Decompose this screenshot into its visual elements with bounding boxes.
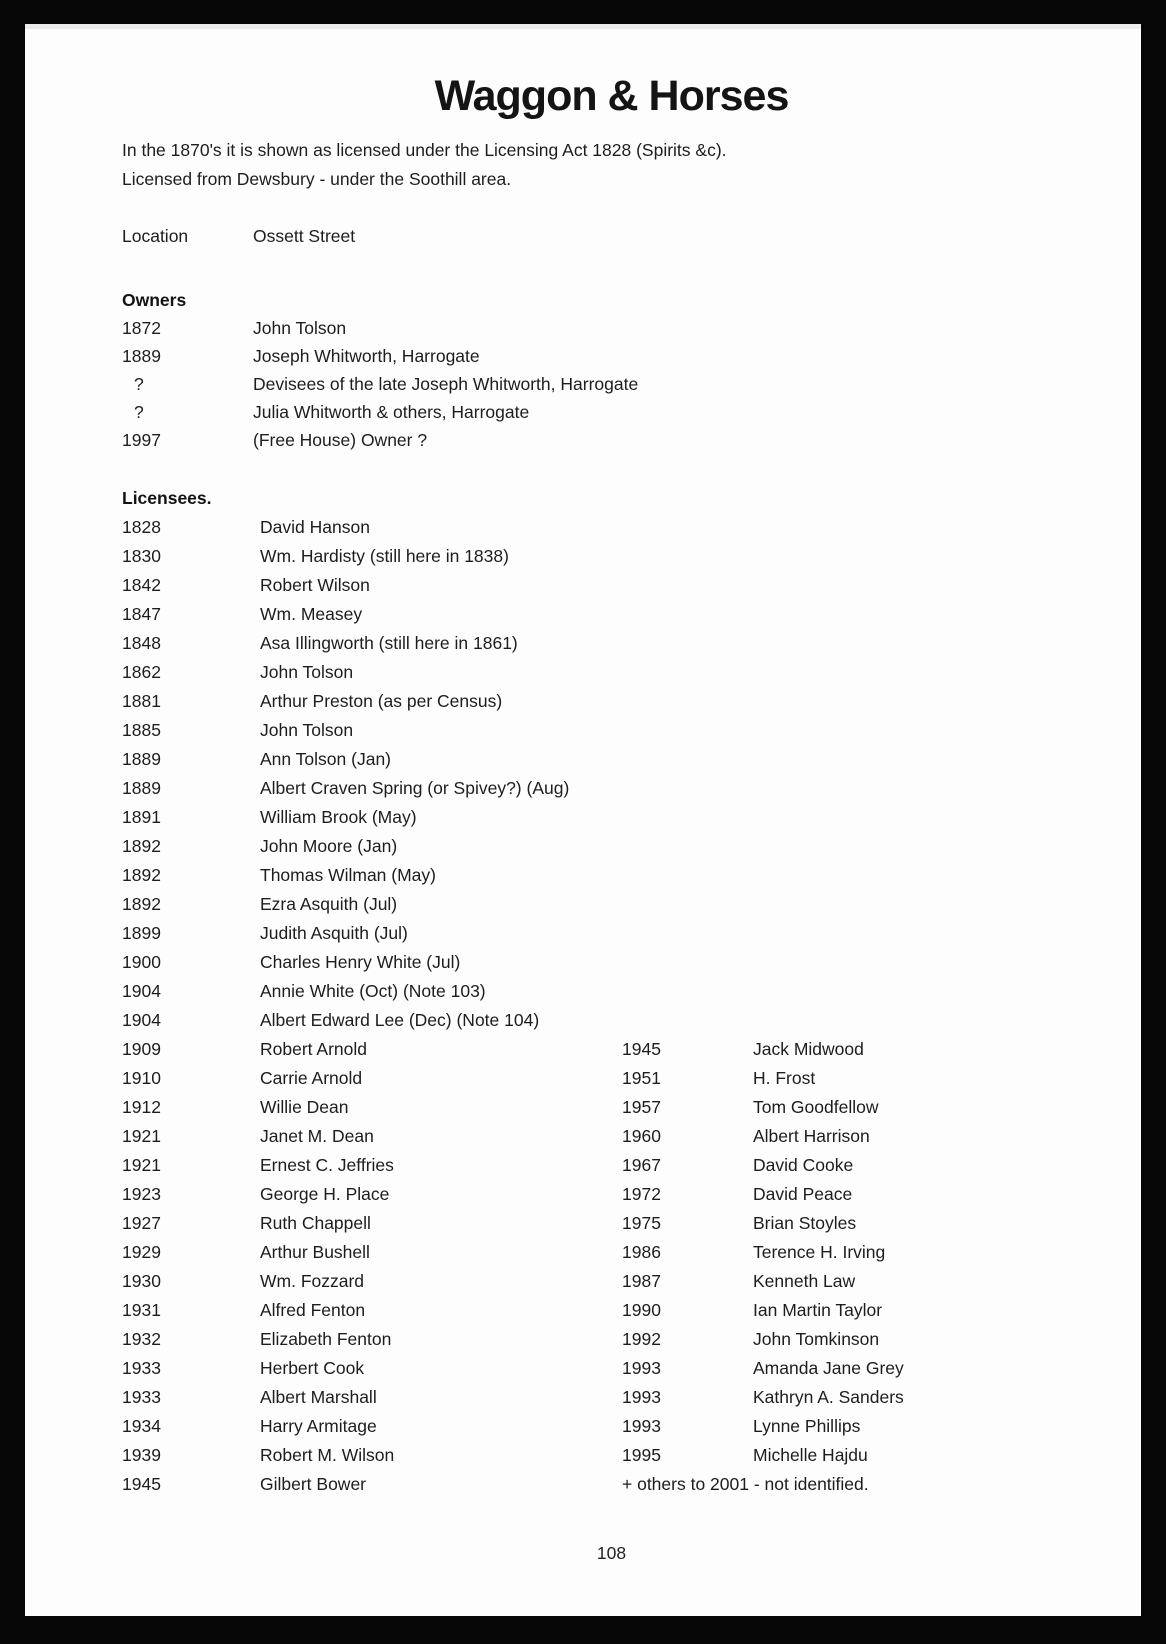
licensee-name: Arthur Preston (as per Census) [260,691,503,712]
licensee-row [122,890,1101,919]
owners-heading: Owners [122,290,187,311]
licensees-list [122,513,1101,1499]
licensee-year: 1842 [122,575,161,596]
licensee-year: 1912 [122,1097,161,1118]
licensee-year: 1828 [122,517,161,538]
licensee-name: Albert Harrison [753,1126,870,1147]
licensee-year: 1993 [622,1387,661,1408]
licensee-row [122,1383,1101,1412]
licensee-year: 1957 [622,1097,661,1118]
licensee-row [122,629,1101,658]
licensee-year: 1885 [122,720,161,741]
location-value: Ossett Street [253,226,356,247]
licensee-year: 1960 [622,1126,661,1147]
licensee-row [122,977,1101,1006]
licensee-name: Gilbert Bower [260,1474,367,1495]
location-row [122,222,1101,250]
licensee-year: 1929 [122,1242,161,1263]
licensee-year: 1889 [122,749,161,770]
licensee-name: John Tomkinson [753,1329,880,1350]
licensee-name: John Moore (Jan) [260,836,398,857]
licensee-year: 1889 [122,778,161,799]
licensee-name: Ezra Asquith (Jul) [260,894,398,915]
licensee-name: Albert Craven Spring (or Spivey?) (Aug) [260,778,570,799]
licensee-row [122,803,1101,832]
licensee-name: Robert M. Wilson [260,1445,395,1466]
licensee-year: 1972 [622,1184,661,1205]
licensee-name: Alfred Fenton [260,1300,366,1321]
licensee-name: Judith Asquith (Jul) [260,923,408,944]
licensee-name: Carrie Arnold [260,1068,363,1089]
licensee-name: David Peace [753,1184,853,1205]
licensee-name: Janet M. Dean [260,1126,374,1147]
licensee-name: Terence H. Irving [753,1242,886,1263]
licensee-name: Wm. Measey [260,604,363,625]
licensee-row [122,832,1101,861]
licensees-heading: Licensees. [122,488,212,509]
licensee-name: Harry Armitage [260,1416,377,1437]
licensee-row [122,1238,1101,1267]
licensee-row [122,542,1101,571]
licensee-year: 1934 [122,1416,161,1437]
licensee-row [122,571,1101,600]
owner-name: Devisees of the late Joseph Whitworth, Harrogate [253,374,639,395]
licensee-name: Amanda Jane Grey [753,1358,904,1379]
licensee-year: 1930 [122,1271,161,1292]
licensee-year: 1987 [622,1271,661,1292]
licensee-year: 1921 [122,1155,161,1176]
licensee-row [122,513,1101,542]
licensee-name: Tom Goodfellow [753,1097,879,1118]
licensee-row [122,1209,1101,1238]
licensee-year: 1993 [622,1416,661,1437]
licensee-year: 1921 [122,1126,161,1147]
licensee-year: 1945 [122,1474,161,1495]
licensee-year: 1862 [122,662,161,683]
licensee-name: Michelle Hajdu [753,1445,868,1466]
licensee-name: Ian Martin Taylor [753,1300,883,1321]
licensee-name: George H. Place [260,1184,390,1205]
licensee-year: 1910 [122,1068,161,1089]
licensee-row [122,1296,1101,1325]
licensee-name: David Hanson [260,517,370,538]
licensee-year: 1904 [122,1010,161,1031]
intro-line-1: In the 1870's it is shown as licensed under the Licensing Act 1828 (Spirits &c). [122,140,727,161]
licensees-note: + others to 2001 - not identified. [622,1474,869,1495]
licensee-year: 1830 [122,546,161,567]
licensee-name: Lynne Phillips [753,1416,861,1437]
location-label: Location [122,226,189,247]
owner-year: ? [134,402,144,423]
licensee-year: 1904 [122,981,161,1002]
licensee-row [122,716,1101,745]
intro-paragraph [122,136,1101,194]
licensee-year: 1992 [622,1329,661,1350]
owner-row [122,426,1101,454]
licensee-row [122,948,1101,977]
licensee-name: Kenneth Law [753,1271,856,1292]
licensee-year: 1899 [122,923,161,944]
licensee-row [122,1035,1101,1064]
page-number: 108 [596,1543,627,1564]
licensee-year: 1967 [622,1155,661,1176]
licensee-year: 1892 [122,894,161,915]
licensee-year: 1975 [622,1213,661,1234]
licensee-year: 1993 [622,1358,661,1379]
licensee-year: 1892 [122,865,161,886]
licensee-row [122,861,1101,890]
licensee-year: 1891 [122,807,161,828]
licensee-name: Brian Stoyles [753,1213,857,1234]
licensee-year: 1945 [622,1039,661,1060]
licensee-name: Herbert Cook [260,1358,365,1379]
owner-name: Joseph Whitworth, Harrogate [253,346,480,367]
intro-line-2: Licensed from Dewsbury - under the Soothill area. [122,169,512,190]
document-page [25,24,1141,1616]
licensee-name: Wm. Fozzard [260,1271,365,1292]
owner-name: John Tolson [253,318,347,339]
licensee-year: 1933 [122,1358,161,1379]
licensee-name: David Cooke [753,1155,854,1176]
licensee-name: Ernest C. Jeffries [260,1155,394,1176]
licensee-row [122,687,1101,716]
licensee-name: Albert Edward Lee (Dec) (Note 104) [260,1010,540,1031]
licensee-row [122,1151,1101,1180]
licensee-row [122,1122,1101,1151]
licensee-year: 1881 [122,691,161,712]
licensee-year: 1932 [122,1329,161,1350]
licensee-name: Albert Marshall [260,1387,377,1408]
licensee-name: Asa Illingworth (still here in 1861) [260,633,518,654]
licensee-row [122,658,1101,687]
licensee-name: Jack Midwood [753,1039,864,1060]
licensee-year: 1847 [122,604,161,625]
licensee-row [122,745,1101,774]
owners-list [122,314,1101,454]
licensee-name: Robert Arnold [260,1039,368,1060]
licensee-year: 1995 [622,1445,661,1466]
licensee-name: John Tolson [260,662,354,683]
licensee-row [122,600,1101,629]
owner-year: 1872 [122,318,161,339]
licensee-name: Robert Wilson [260,575,370,596]
licensee-year: 1900 [122,952,161,973]
owner-name: Julia Whitworth & others, Harrogate [253,402,530,423]
licensee-name: Charles Henry White (Jul) [260,952,461,973]
licensee-name: John Tolson [260,720,354,741]
licensee-row [122,1412,1101,1441]
owner-year: 1997 [122,430,161,451]
licensee-row [122,1180,1101,1209]
licensee-year: 1986 [622,1242,661,1263]
licensee-row [122,1267,1101,1296]
licensee-name: Kathryn A. Sanders [753,1387,904,1408]
licensee-name: Arthur Bushell [260,1242,370,1263]
page-content [25,29,1141,1564]
owner-name: (Free House) Owner ? [253,430,428,451]
licensee-row [122,1006,1101,1035]
licensee-year: 1892 [122,836,161,857]
licensee-year: 1848 [122,633,161,654]
licensee-row [122,1354,1101,1383]
licensee-name: Ann Tolson (Jan) [260,749,392,770]
licensee-row [122,774,1101,803]
owner-row [122,398,1101,426]
licensee-row [122,1470,1101,1499]
licensee-name: Wm. Hardisty (still here in 1838) [260,546,509,567]
licensee-name: William Brook (May) [260,807,417,828]
licensee-year: 1951 [622,1068,661,1089]
licensee-row [122,1325,1101,1354]
licensee-year: 1931 [122,1300,161,1321]
licensee-year: 1939 [122,1445,161,1466]
licensee-name: Elizabeth Fenton [260,1329,392,1350]
owner-year: 1889 [122,346,161,367]
licensee-row [122,1441,1101,1470]
licensee-year: 1990 [622,1300,661,1321]
owner-row [122,342,1101,370]
licensee-row [122,919,1101,948]
owner-row [122,370,1101,398]
licensee-row [122,1064,1101,1093]
owner-row [122,314,1101,342]
licensee-year: 1909 [122,1039,161,1060]
licensee-name: Annie White (Oct) (Note 103) [260,981,486,1002]
licensee-name: Thomas Wilman (May) [260,865,436,886]
licensee-name: H. Frost [753,1068,816,1089]
licensee-year: 1933 [122,1387,161,1408]
owner-year: ? [134,374,144,395]
licensee-name: Ruth Chappell [260,1213,371,1234]
licensee-name: Willie Dean [260,1097,349,1118]
licensee-year: 1923 [122,1184,161,1205]
page-title: Waggon & Horses [434,72,789,120]
licensee-year: 1927 [122,1213,161,1234]
licensee-row [122,1093,1101,1122]
